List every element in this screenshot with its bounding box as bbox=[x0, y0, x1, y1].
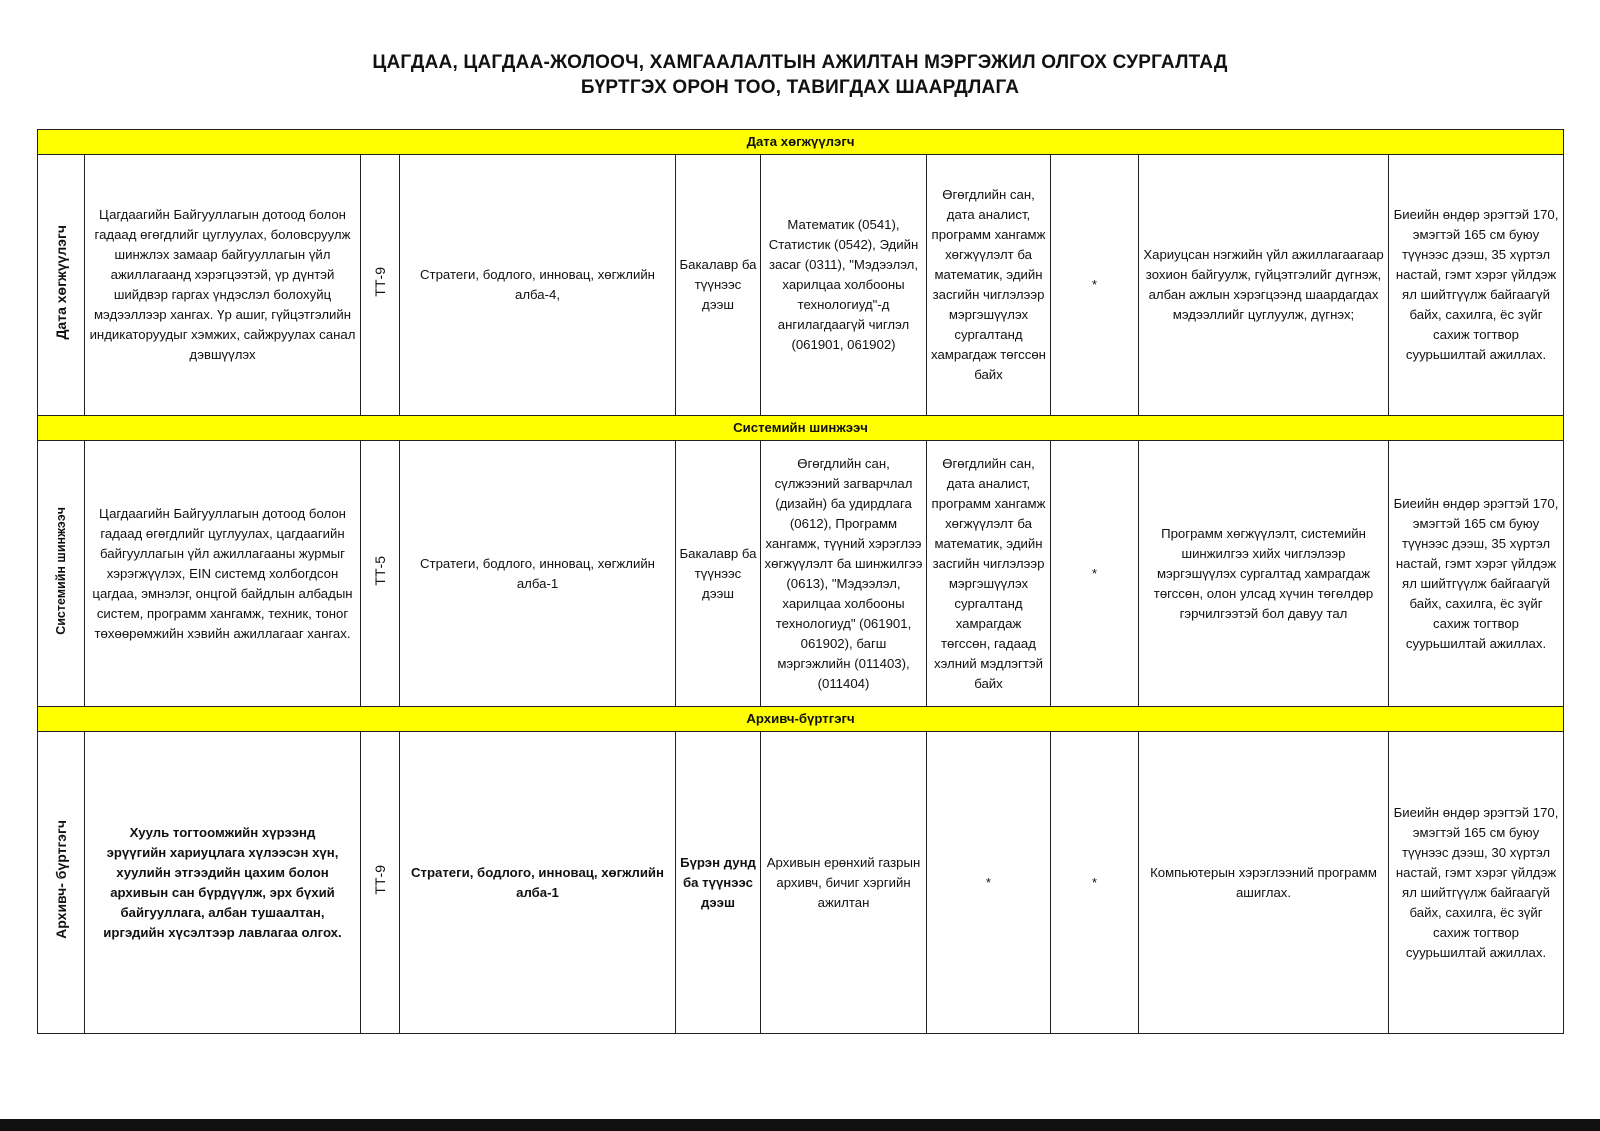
section-header: Архивч-бүртгэгч bbox=[38, 707, 1564, 732]
requirements-cell: Биеийн өндөр эрэгтэй 170, эмэгтэй 165 см буюу түүнээс дээш, 35 хүртэл настай, гэмт хэрэг үйлдэж ял шийтгүүлж байгаагүй байх, сахилга, ёс зүйг сахиж тогтвор суурьшилтай ажиллах. bbox=[1389, 155, 1564, 416]
section-header-row bbox=[38, 130, 1564, 155]
experience-cell: * bbox=[1051, 441, 1139, 707]
title-line-2: БҮРТГЭХ ОРОН ТОО, ТАВИГДАХ ШААРДЛАГА bbox=[580, 77, 1020, 98]
position-name: Дата хөгжүүлэгч bbox=[53, 224, 69, 340]
specialty-cell: Математик (0541), Статистик (0542), Эдийн засаг (0311), "Мэдээлэл, харилцаа холбооны технологиуд"-д ангилагдаагүй чиглэл (061901, 061902) bbox=[761, 155, 927, 416]
position-name: Архивч- бүртгэгч bbox=[53, 820, 69, 939]
page-title bbox=[0, 50, 1600, 100]
education-cell: Бүрэн дунд ба түүнээс дээш bbox=[676, 732, 761, 1034]
code-cell bbox=[361, 441, 400, 707]
section-header-row bbox=[38, 416, 1564, 441]
bottom-border-bar bbox=[0, 1119, 1600, 1131]
unit-cell: Стратеги, бодлого, инновац, хөгжлийн алба-1 bbox=[400, 441, 676, 707]
training-cell: Өгөгдлийн сан, дата аналист, программ хангамж хөгжүүлэлт ба математик, эдийн засгийн чиглэлээр мэргэшүүлэх сургалтанд хамрагдаж төгссөн байх bbox=[927, 155, 1051, 416]
position-code: ТТ-9 bbox=[372, 864, 388, 895]
title-line-1: ЦАГДАА, ЦАГДАА-ЖОЛООЧ, ХАМГААЛАЛТЫН АЖИЛТАН МЭРГЭЖИЛ ОЛГОХ СУРГАЛТАД bbox=[372, 52, 1228, 73]
training-cell: * bbox=[927, 732, 1051, 1034]
duties-cell: Цагдаагийн Байгууллагын дотоод болон гадаад өгөгдлийг цуглуулах, боловсруулж шинжлэх замаар байгууллагын үйл ажиллагаанд хэрэгцээтэй, үр дүнтэй шийдвэр гаргах үндэслэл болохуйц мэдээллээр хангах. Үр ашиг, гүйцэтгэлийн индикаторуудыг хэмжих, сайжруулах санал дэвшүүлэх bbox=[85, 155, 361, 416]
position-cell bbox=[38, 732, 85, 1034]
code-cell bbox=[361, 155, 400, 416]
position-code: ТТ-9 bbox=[372, 267, 388, 297]
education-cell: Бакалавр ба түүнээс дээш bbox=[676, 441, 761, 707]
position-name: Системийн шинжээч bbox=[54, 506, 68, 635]
specialty-cell: Өгөгдлийн сан, сүлжээний загварчлал (дизайн) ба удирдлага (0612), Программ хангамж, түүний хэрэглээ хөгжүүлэлт ба шинжилгээ (0613), "Мэдээлэл, харилцаа холбооны технологиуд" (061901, 061902), багш мэргэжлийн (011403), (011404) bbox=[761, 441, 927, 707]
specialty-cell: Архивын ерөнхий газрын архивч, бичиг хэргийн ажилтан bbox=[761, 732, 927, 1034]
experience-cell: * bbox=[1051, 155, 1139, 416]
section-header: Дата хөгжүүлэгч bbox=[38, 130, 1564, 155]
skills-cell: Хариуцсан нэгжийн үйл ажиллагаагаар зохион байгуулж, гүйцэтгэлийг дүгнэж, албан ажлын хэрэгцээнд шаардагдах мэдээллийг цуглуулж, дүгнэх; bbox=[1139, 155, 1389, 416]
education-cell: Бакалавр ба түүнээс дээш bbox=[676, 155, 761, 416]
skills-cell: Программ хөгжүүлэлт, системийн шинжилгээ хийх чиглэлээр мэргэшүүлэх сургалтад хамрагдаж төгссөн, олон улсад хүчин төгөлдөр гэрчилгээтэй бол давуу тал bbox=[1139, 441, 1389, 707]
requirements-cell: Биеийн өндөр эрэгтэй 170, эмэгтэй 165 см буюу түүнээс дээш, 35 хүртэл настай, гэмт хэрэг үйлдэж ял шийтгүүлж байгаагүй байх, сахилга, ёс зүйг сахиж тогтвор суурьшилтай ажиллах. bbox=[1389, 441, 1564, 707]
skills-cell: Компьютерын хэрэглээний программ ашиглах. bbox=[1139, 732, 1389, 1034]
position-cell bbox=[38, 441, 85, 707]
section-header: Системийн шинжээч bbox=[38, 416, 1564, 441]
section-header-row bbox=[38, 707, 1564, 732]
position-code: ТТ-5 bbox=[372, 555, 388, 586]
requirements-cell: Биеийн өндөр эрэгтэй 170, эмэгтэй 165 см буюу түүнээс дээш, 30 хүртэл настай, гэмт хэрэг үйлдэж ял шийтгүүлж байгаагүй байх, сахилга, ёс зүйг сахиж тогтвор суурьшилтай ажиллах. bbox=[1389, 732, 1564, 1034]
duties-cell: Цагдаагийн Байгууллагын дотоод болон гадаад өгөгдлийг цуглуулах, цагдаагийн байгууллагын үйл ажиллагааны журмыг хэрэгжүүлэх, EIN системд холбогдсон цагдаа, эмнэлэг, онцгой байдлын албадын систем, программ хангамж, техник, тоног төхөөрөмжийн хэвийн ажиллагааг хангах. bbox=[85, 441, 361, 707]
code-cell bbox=[361, 732, 400, 1034]
duties-cell: Хууль тогтоомжийн хүрээнд эрүүгийн хариуцлага хүлээсэн хүн, хуулийн этгээдийн цахим болон архивын сан бүрдүүлж, эрх бүхий байгууллага, албан тушаалтан, иргэдийн хүсэлтээр лавлагаа олгох. bbox=[85, 732, 361, 1034]
position-cell bbox=[38, 155, 85, 416]
training-cell: Өгөгдлийн сан, дата аналист, программ хангамж хөгжүүлэлт ба математик, эдийн засгийн чиглэлээр мэргэшүүлэх сургалтанд хамрагдаж төгссөн, гадаад хэлний мэдлэгтэй байх bbox=[927, 441, 1051, 707]
table-row bbox=[38, 732, 1564, 1034]
experience-cell: * bbox=[1051, 732, 1139, 1034]
table-row bbox=[38, 441, 1564, 707]
unit-cell: Стратеги, бодлого, инновац, хөгжлийн алба-4, bbox=[400, 155, 676, 416]
table-row bbox=[38, 155, 1564, 416]
requirements-table bbox=[37, 129, 1564, 1034]
unit-cell: Стратеги, бодлого, инновац, хөгжлийн алба-1 bbox=[400, 732, 676, 1034]
